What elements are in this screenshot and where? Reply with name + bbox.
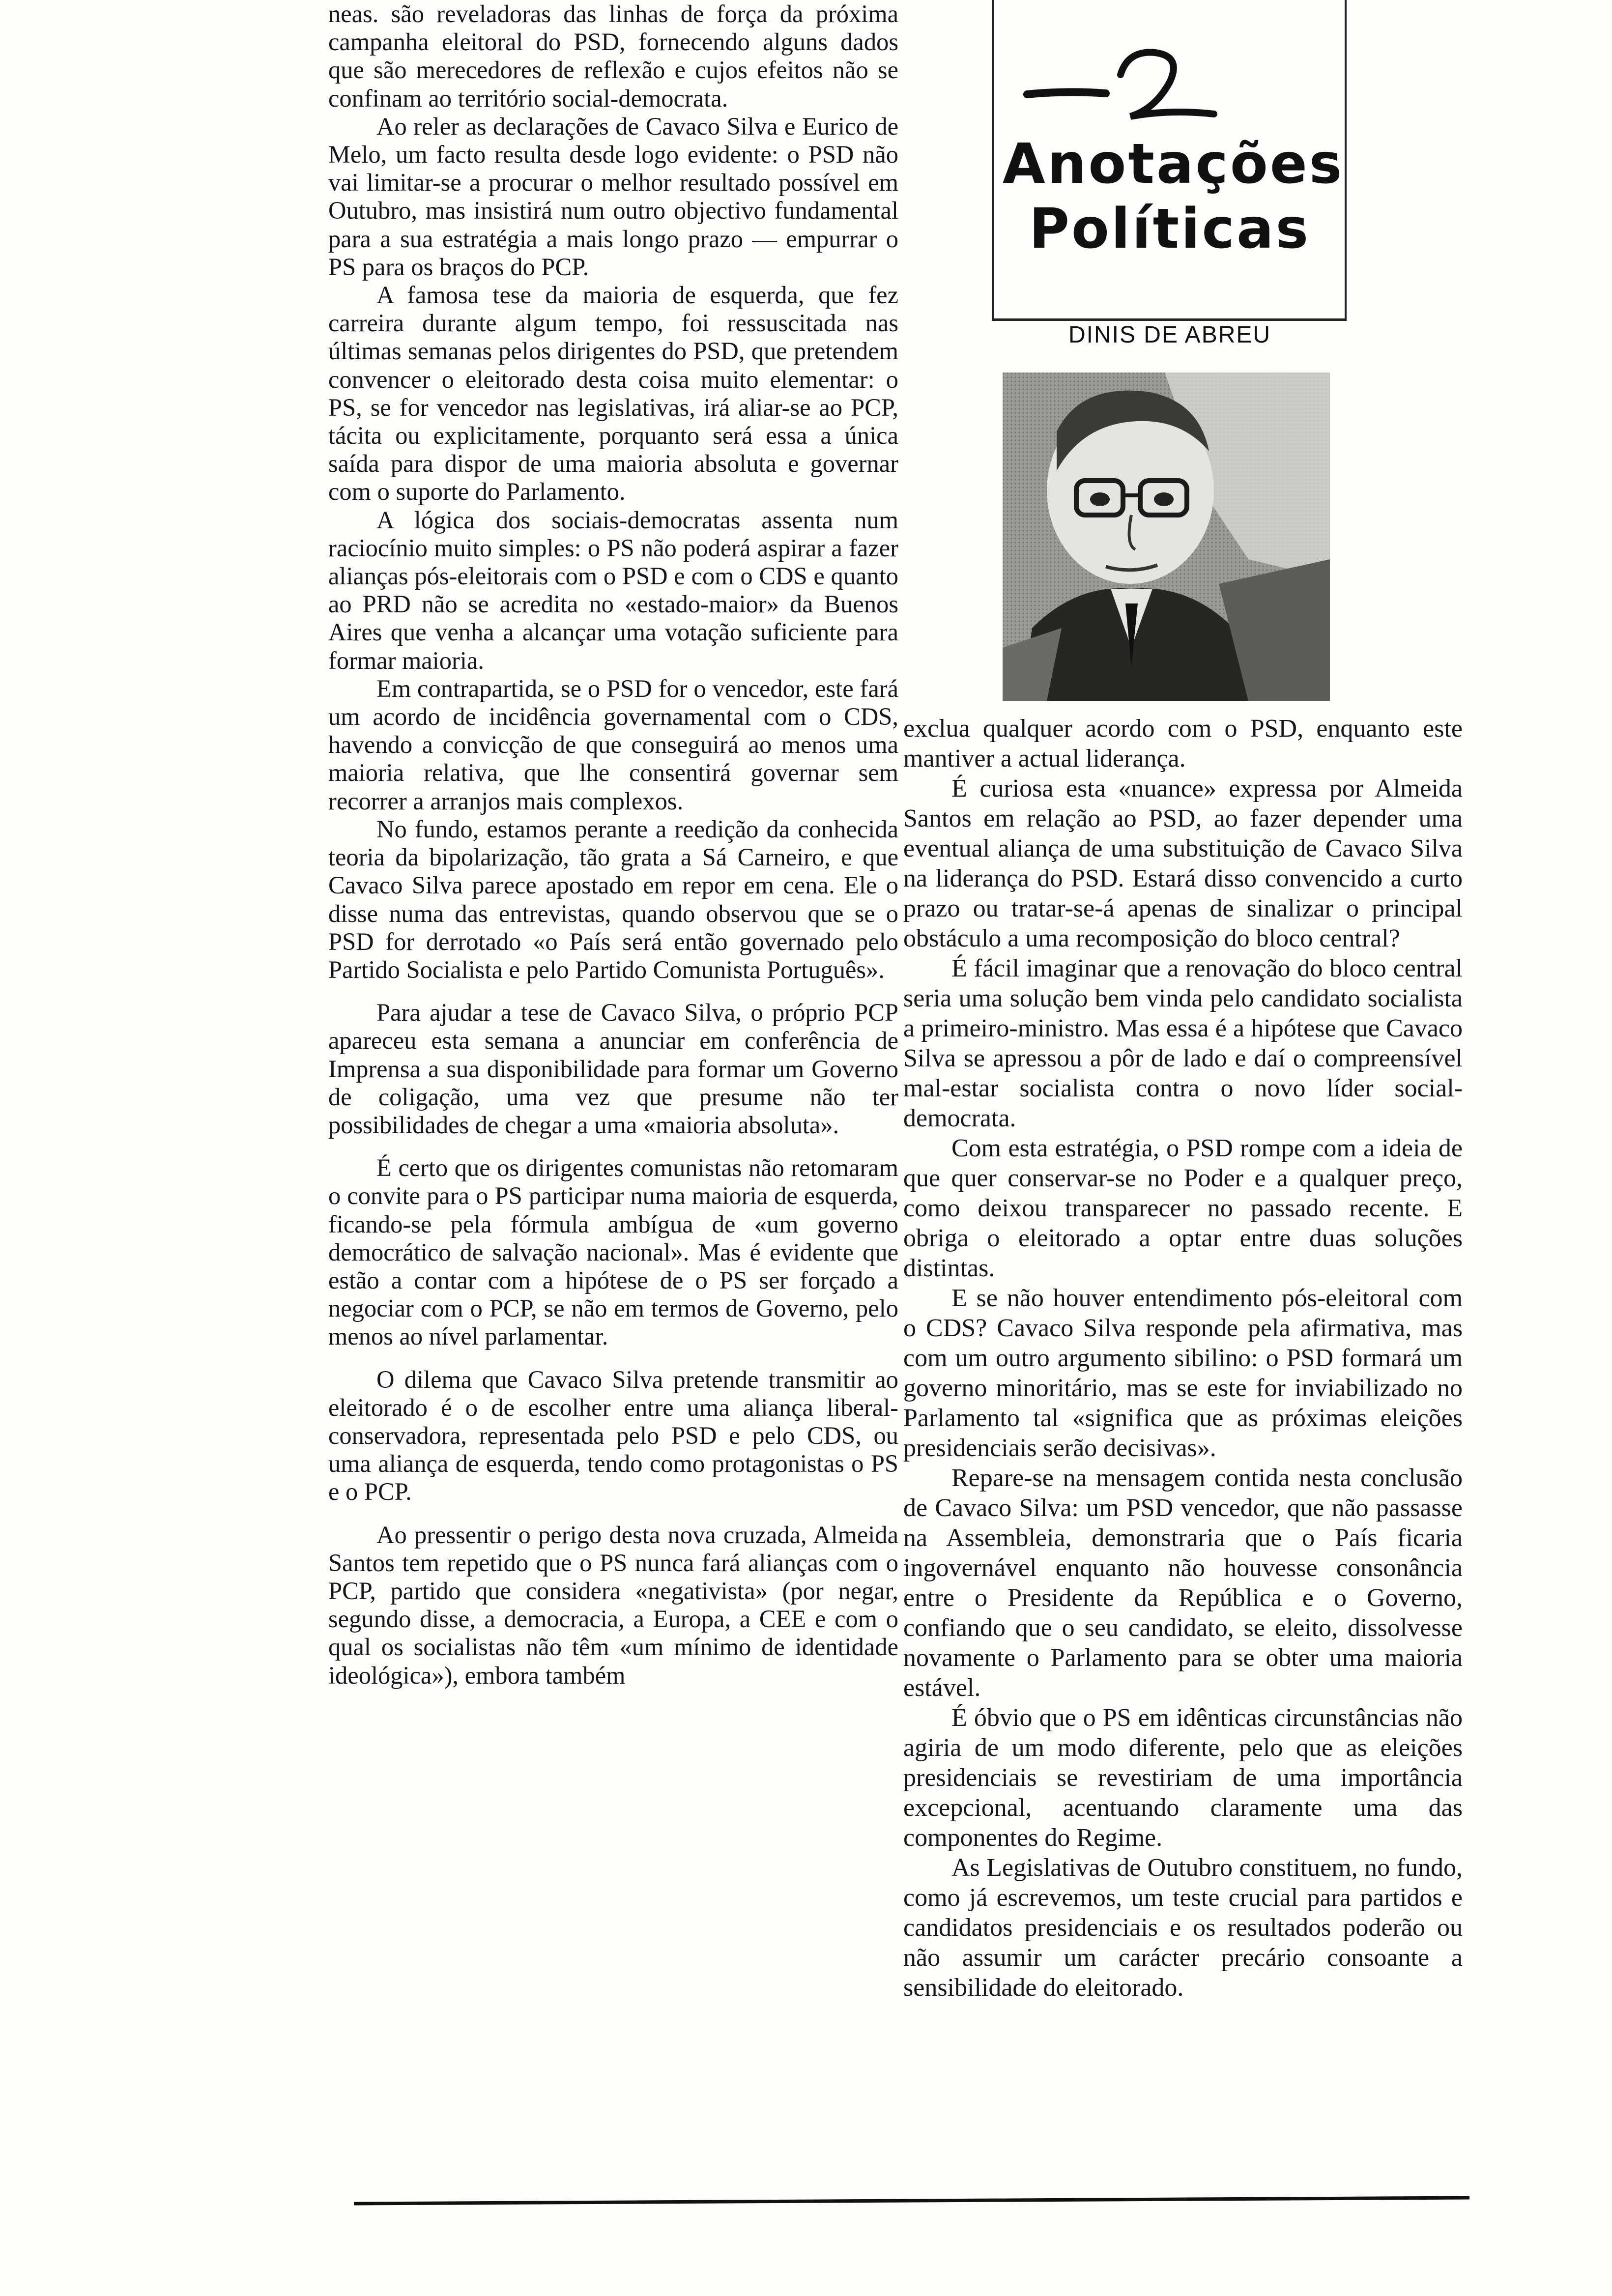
paragraph: exclua qualquer acordo com o PSD, enquanto este mantiver a actual liderança. bbox=[903, 715, 1463, 773]
article-right-column bbox=[903, 714, 1463, 2003]
paragraph: No fundo, estamos perante a reedição da conhecida teoria da bipolarização, tão grata a Sá Carneiro, e que Cavaco Silva parece apostado em repor em cena. Ele o disse numa das entrevistas, quando observou que se o PSD for derrotado «o País será então governado pelo Partido Socialista e pelo Partido Comunista Português». bbox=[328, 815, 898, 983]
paragraph: Em contrapartida, se o PSD for o vencedor, este fará um acordo de incidência governamental com o CDS, havendo a convicção de que conseguirá ao menos uma maioria relativa, que lhe consentirá governar sem recorrer a arranjos mais complexos. bbox=[328, 674, 898, 815]
paragraph: As Legislativas de Outubro constituem, no fundo, como já escrevemos, um teste crucial para partidos e candidatos presidenciais e os resultados poderão ou não assumir um carácter precário consoante a sensibilidade do eleitorado. bbox=[903, 1854, 1463, 2002]
paragraph: Ao pressentir o perigo desta nova cruzada, Almeida Santos tem repetido que o PS nunca fará alianças com o PCP, partido que considera «negativista» (por negar, segundo disse, a democracia, a Europa, a CEE e com o qual os socialistas não têm «um mínimo de identidade ideológica»), embora também bbox=[328, 1521, 898, 1689]
author-portrait-photo bbox=[1003, 373, 1330, 701]
paragraph: É fácil imaginar que a renovação do bloco central seria uma solução bem vinda pelo candidato socialista a primeiro-ministro. Mas essa é a hipótese que Cavaco Silva se apressou a pôr de lado e daí o compreensível mal-estar socialista contra o novo líder social-democrata. bbox=[903, 954, 1463, 1132]
article-left-column bbox=[328, 0, 898, 1690]
paragraph: neas. são reveladoras das linhas de força da próxima campanha eleitoral do PSD, fornecendo alguns dados que são merecedores de reflexão e cujos efeitos não se confinam ao território social-democrata. bbox=[328, 0, 898, 112]
paragraph: Com esta estratégia, o PSD rompe com a ideia de que quer conservar-se no Poder e a qualquer preço, como deixou transparecer no passado recente. E obriga o eleitorado a optar entre duas soluções distintas. bbox=[903, 1134, 1463, 1282]
paragraph: É óbvio que o PS em idênticas circunstâncias não agiria de um modo diferente, pelo que as eleições presidenciais se revestiriam de uma importância excepcional, acentuando claramente uma das componentes do Regime. bbox=[903, 1704, 1463, 1852]
column-number-logo bbox=[1022, 35, 1238, 129]
paragraph: O dilema que Cavaco Silva pretende transmitir ao eleitorado é o de escolher entre uma aliança liberal-conservadora, representada pelo PSD e pelo CDS, ou uma aliança de esquerda, tendo como protagonistas o PS e o PCP. bbox=[328, 1365, 898, 1506]
paragraph: A lógica dos sociais-democratas assenta num raciocínio muito simples: o PS não poderá aspirar a fazer alianças pós-eleitorais com o PSD e com o CDS e quanto ao PRD não se acredita no «estado-maior» da Buenos Aires que venha a alcançar uma votação suficiente para formar maioria. bbox=[328, 506, 898, 674]
paragraph: Repare-se na mensagem contida nesta conclusão de Cavaco Silva: um PSD vencedor, que não passasse na Assembleia, demonstraria que o País ficaria ingovernável enquanto não houvesse consonância entre o Presidente da República e o Governo, confiando que o seu candidato, se eleito, dissolvesse novamente o Parlamento para se obter uma maioria estável. bbox=[903, 1464, 1463, 1702]
paragraph: É curiosa esta «nuance» expressa por Almeida Santos em relação ao PSD, ao fazer depender uma eventual aliança de uma substituição de Cavaco Silva na liderança do PSD. Estará disso convencido a curto prazo ou tratar-se-á apenas de sinalizar o principal obstáculo a uma recomposição do bloco central? bbox=[903, 775, 1463, 952]
bottom-divider-rule bbox=[354, 2194, 1469, 2209]
paragraph: E se não houver entendimento pós-eleitoral com o CDS? Cavaco Silva responde pela afirmativa, mas com um outro argumento sibilino: o PSD formará um governo minoritário, mas se este for inviabilizado no Parlamento tal «significa que as próximas eleições presidenciais serão decisivas». bbox=[903, 1284, 1463, 1462]
author-byline: DINIS DE ABREU bbox=[1068, 322, 1271, 348]
paragraph: Para ajudar a tese de Cavaco Silva, o próprio PCP apareceu esta semana a anunciar em conferência de Imprensa a sua disponibilidade para formar um Governo de coligação, uma vez que presume não ter possibilidades de chegar a uma «maioria absoluta». bbox=[328, 999, 898, 1139]
paragraph: A famosa tese da maioria de esquerda, que fez carreira durante algum tempo, foi ressuscitada nas últimas semanas pelos dirigentes do PSD, que pretendem convencer o eleitorado desta coisa muito elementar: o PS, se for vencedor nas legislativas, irá aliar-se ao PCP, tácita ou explicitamente, porquanto será essa a única saída para dispor de uma maioria absoluta e governar com o suporte do Parlamento. bbox=[328, 281, 898, 506]
paragraph: Ao reler as declarações de Cavaco Silva e Eurico de Melo, um facto resulta desde logo evidente: o PSD não vai limitar-se a procurar o melhor resultado possível em Outubro, mas insistirá num outro objectivo fundamental para a sua estratégia a mais longo prazo — empurrar o PS para os braços do PCP. bbox=[328, 112, 898, 281]
paragraph: É certo que os dirigentes comunistas não retomaram o convite para o PS participar numa maioria de esquerda, ficando-se pela fórmula ambígua de «um governo democrático de salvação nacional». Mas é evidente que estão a contar com a hipótese de o PS ser forçado a negociar com o PCP, se não em termos de Governo, pelo menos ao nível parlamentar. bbox=[328, 1154, 898, 1350]
section-title: Anotações Políticas bbox=[1003, 132, 1344, 261]
